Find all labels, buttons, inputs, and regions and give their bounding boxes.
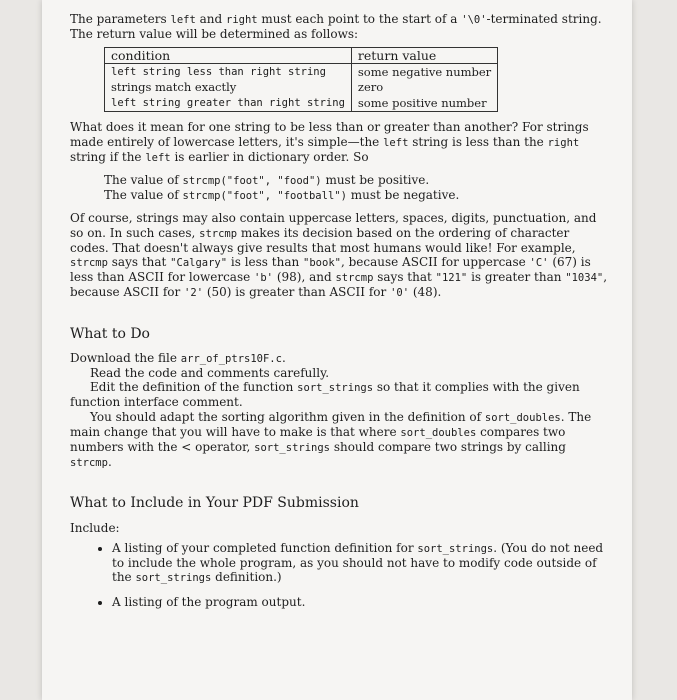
text: and — [195, 12, 226, 26]
comparison-paragraph — [70, 120, 610, 165]
example-quote — [104, 173, 610, 203]
code: '\0' — [461, 14, 487, 26]
code: strcmp — [70, 457, 108, 470]
cell-value: zero — [351, 80, 497, 95]
code: right — [226, 14, 258, 26]
code: sort_strings — [254, 442, 330, 455]
text: (48). — [409, 285, 442, 300]
text: is less than — [227, 255, 304, 270]
intro-paragraph — [70, 12, 610, 41]
filename: arr_of_ptrs10F.c — [180, 352, 282, 365]
cell-condition: strings match exactly — [105, 80, 352, 95]
include-list — [70, 541, 610, 610]
text: Download the file — [70, 350, 181, 365]
code: "121" — [435, 272, 468, 285]
code: strcmp — [199, 227, 238, 240]
text: -terminated string. The return value will be determined as follows: — [70, 12, 602, 42]
code: sort_strings — [135, 572, 212, 585]
text: should compare two strings by calling — [330, 440, 566, 455]
text: Of course, strings may also contain uppercase letters, spaces, digits, punctuation, and so on. In such cases, — [70, 211, 597, 240]
step-read: Read the code and comments carefully. — [90, 366, 330, 381]
example-line — [104, 188, 610, 203]
include-label: Include: — [70, 520, 120, 535]
text: string if the — [70, 149, 146, 164]
table-row — [105, 95, 498, 112]
code: sort_doubles — [484, 411, 561, 424]
text: You should adapt the sorting algorithm given in the definition of — [90, 409, 485, 424]
code: "Calgary" — [170, 257, 228, 270]
text: string is less than the — [408, 134, 548, 149]
text: The value of — [104, 188, 183, 203]
code: sort_strings — [297, 382, 374, 395]
code: sort_doubles — [400, 426, 477, 439]
code: '0' — [390, 287, 410, 300]
what-to-do-section — [70, 351, 610, 471]
text: must be negative. — [346, 188, 460, 203]
text: . — [107, 455, 112, 470]
text: The parameters — [70, 12, 171, 26]
text: A listing of your completed function definition for — [112, 540, 418, 555]
code: strcmp("foot", "food") — [182, 175, 322, 188]
code: left — [383, 136, 409, 149]
step-download — [70, 351, 610, 366]
text: makes its decision based on the ordering of character codes. That doesn't always give results that most humans would like! For example, — [70, 225, 576, 255]
text: . The main change that you will have to make is that where — [70, 409, 592, 439]
code: left string greater than right string — [111, 97, 345, 110]
text: must be positive. — [321, 173, 430, 188]
step-edit — [70, 380, 610, 409]
cell-value: some negative number — [351, 64, 497, 81]
text: The value of — [104, 173, 183, 188]
document-page — [42, 0, 632, 700]
text: so that it complies with the given function interface comment. — [70, 380, 580, 410]
text: What does it mean for one string to be less than or greater than another? For strings made entirely of lowercase letters, it's simple—the — [70, 120, 589, 149]
text: must each point to the start of a — [257, 12, 462, 26]
cell-condition — [105, 95, 352, 112]
code: 'b' — [254, 272, 273, 285]
step-adapt — [70, 410, 610, 471]
code: 'C' — [529, 257, 549, 270]
text: . (You do not need to include the whole program, as you should not have to modify code outside of the — [112, 540, 604, 585]
list-item: • A listing of the program output. — [112, 595, 610, 609]
text: . — [281, 350, 286, 365]
submission-section — [70, 521, 610, 610]
code: left — [145, 151, 171, 164]
text: says that — [373, 270, 436, 285]
text: (98), and — [273, 270, 336, 285]
code: strcmp — [70, 257, 108, 270]
section-heading-what-to-do: What to Do — [70, 325, 150, 342]
code: "1034" — [565, 272, 604, 285]
ascii-paragraph — [70, 211, 610, 300]
list-item — [112, 541, 610, 586]
section-heading-pdf-submission: What to Include in Your PDF Submission — [70, 495, 359, 512]
code: '2' — [184, 287, 204, 300]
code: strcmp("foot", "football") — [182, 190, 347, 203]
table-header-row — [105, 48, 498, 64]
table-row — [105, 64, 498, 81]
header-condition: condition — [105, 48, 352, 64]
example-line — [104, 173, 610, 188]
code: right — [547, 136, 580, 149]
cell-condition — [105, 64, 352, 81]
code: left — [170, 14, 196, 26]
text: , because ASCII for uppercase — [340, 255, 530, 270]
text: compares two numbers with the < operator, — [70, 424, 566, 455]
code: sort_strings — [417, 542, 494, 555]
text: Edit the definition of the function — [90, 380, 298, 395]
code: "book" — [303, 257, 341, 270]
code: strcmp — [335, 272, 374, 285]
text: , because ASCII for — [70, 270, 608, 300]
document-content — [70, 12, 610, 620]
text: says that — [107, 255, 171, 270]
text: is greater than — [467, 270, 566, 285]
text: (67) is less than ASCII for lowercase — [70, 255, 591, 285]
header-return-value: return value — [351, 48, 497, 64]
text: (50) is greater than ASCII for — [203, 285, 391, 300]
table-row — [105, 80, 498, 95]
code: left string less than right string — [111, 66, 326, 79]
cell-value: some positive number — [351, 95, 497, 112]
text: definition.) — [211, 570, 282, 585]
text: is earlier in dictionary order. So — [170, 149, 369, 164]
return-value-table — [104, 47, 498, 112]
